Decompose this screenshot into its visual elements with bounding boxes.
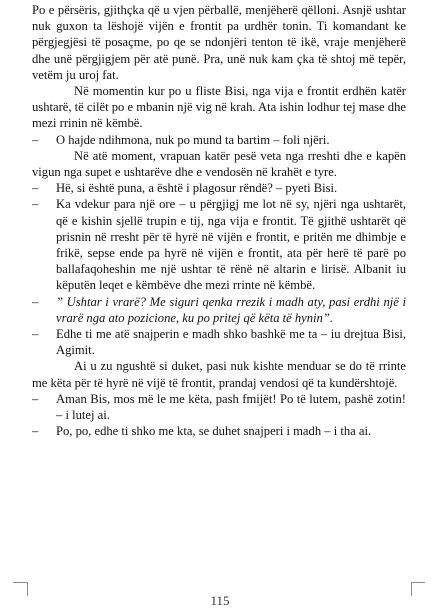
dialogue-text: ” Ushtar i vrarë? Me siguri qenka rrezik i madh aty, pasi erdhi një i vrarë nga ato pozicione, ku po pritej që këta të hynin”.	[56, 294, 406, 325]
dialogue-line-italic	[32, 294, 406, 326]
dialogue-dash: –	[32, 424, 39, 439]
dialogue-text: Hë, si është puna, a është i plagosur rëndë? – pyeti Bisi.	[56, 181, 338, 196]
paragraph: Po e përsëris, gjithçka që u vjen përballë, menjëherë qëlloni. Asnjë ushtar nuk guxon ta lëshojë vijën e frontit pa urdhër tonin. Ti komandant ke përgjegjësi të posaçme, po qe se ndonjëri tenton të ikë, vraje menjëherë dhe unë përgjigjem për atë punë. Pra, unë nuk kam çka të shtoj më tepër, vetëm ju uroj fat.	[32, 3, 406, 82]
paragraph: Në atë moment, vrapuan katër pesë veta nga rreshti dhe e kapën vigun nga supet e ushtarëve dhe e vendosën në krahët e tyre.	[32, 148, 406, 180]
dialogue-text: Ka vdekur para një ore – u përgjigj me lot në sy, njëri nga ushtarët, që e kishin sjellë trupin e tij, nga vija e frontit. Të gjithë ushtarët që prisnin në rresht për të hyrë në vijën e frontit, e pritën me dhimbje e frikë, sepse ende pa hyrë në vijën e frontit, ata për herë të parë po ballafaqoheshin me një ushtar të rënë në altarin e lirisë. Albanit iu këputën leqet e këmbëve dhe mezi rrinte në këmbë.	[56, 197, 406, 293]
body-text	[32, 2, 406, 439]
dialogue-text: Aman Bis, mos më le me këta, pash fmijët! Po të lutem, pashë zotin! – i lutej ai.	[56, 391, 406, 423]
crop-mark-right	[411, 582, 425, 583]
dialogue-dash: –	[32, 327, 39, 342]
dialogue-line	[32, 391, 406, 423]
dialogue-dash: –	[32, 197, 39, 212]
dialogue-text: Po, po, edhe ti shko me kta, se duhet snajperi i madh – i tha ai.	[56, 424, 372, 439]
dialogue-line	[32, 196, 406, 293]
dialogue-line	[32, 423, 406, 439]
dialogue-dash: –	[32, 181, 39, 196]
dialogue-text: Edhe ti me atë snajperin e madh shko bashkë me ta – iu drejtua Bisi, Agimit.	[56, 327, 406, 358]
dialogue-dash: –	[32, 132, 39, 147]
dialogue-dash: –	[32, 391, 39, 406]
page-number: 115	[210, 593, 230, 608]
dialogue-text: O hajde ndihmona, nuk po mund ta bartim – foli njëri.	[56, 132, 330, 147]
crop-mark-left	[13, 582, 27, 583]
paragraph: Në momentin kur po u fliste Bisi, nga vija e frontit erdhën katër ushtarë, të cilët po e mbanin një vig në krah. Ata ishin lodhur tej mase dhe mezi rrinin në këmbë.	[32, 84, 406, 131]
dialogue-dash: –	[32, 294, 39, 309]
crop-mark-right	[411, 582, 412, 596]
paragraph: Ai u zu ngushtë si duket, pasi nuk kishte menduar se do të rrinte me këta për të hyrë në vijë të frontit, prandaj vendosi që ta kundërshtojë.	[32, 359, 406, 390]
dialogue-line	[32, 180, 406, 196]
dialogue-line	[32, 326, 406, 358]
crop-mark-left	[27, 582, 28, 596]
dialogue-line	[32, 132, 406, 148]
